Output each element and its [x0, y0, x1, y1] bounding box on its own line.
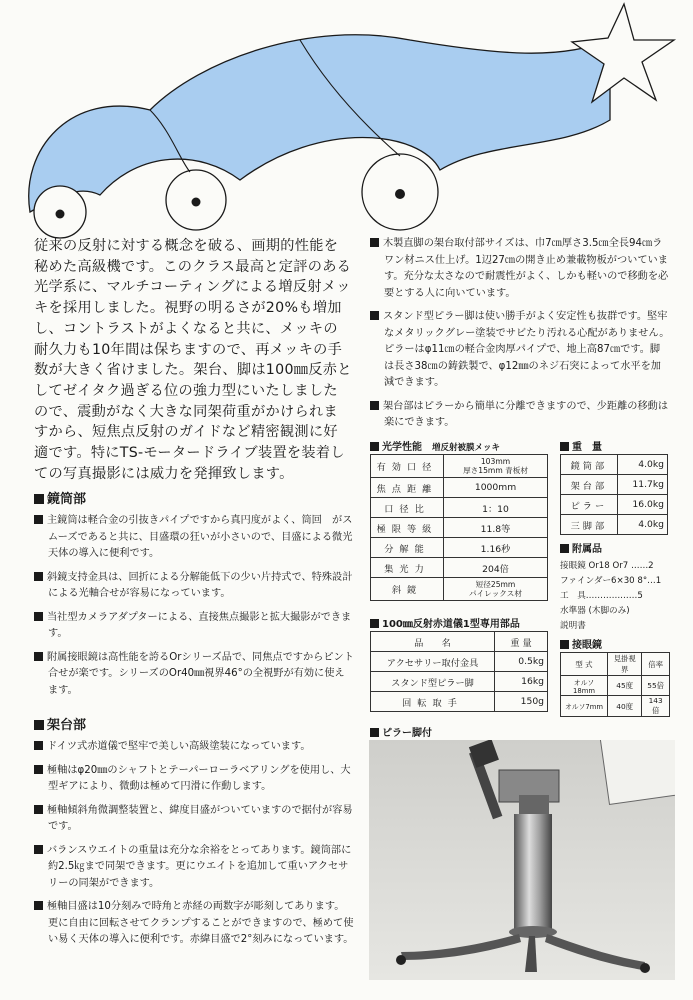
- kyoto-item: 附属接眼鏡は高性能を誇るOrシリーズ品で、同焦点ですからピント合せが楽です。シリーズのOr40㎜視界46°の全視野が有効に使えます。: [34, 650, 354, 700]
- eyepiece-heading: 接眼鏡: [560, 636, 602, 651]
- kyoto-item: 主鏡筒は軽合金の引抜きパイプですから真円度がよく、筒回 がスムーズであると共に、目盛環の狂いが小さいので、目盛による微光天体の導入に便利です。: [34, 513, 354, 563]
- table-row: ピラー 16.0kg: [561, 495, 668, 515]
- intro-paragraph: [34, 236, 352, 484]
- shooting-star-illustration: [0, 0, 693, 240]
- photo-caption: ピラー脚付: [370, 724, 432, 739]
- table-row: 斜鏡 短径25mm パイレックス材: [371, 578, 548, 601]
- kyoto-item: 当社型カメラアダプターによる、直接焦点撮影と拡大撮影ができます。: [34, 610, 354, 643]
- parts-heading: 100㎜反射赤道儀1型専用部品: [370, 615, 520, 630]
- eyepiece-table: [560, 652, 670, 717]
- table-row: スタンド型ピラー脚 16kg: [371, 672, 548, 692]
- list-item: ファインダー6×30 8°…1: [560, 576, 662, 586]
- kadai-item: 極軸はφ20㎜のシャフトとテーパーローラベアリングを使用し、大型ギアにより、微動は極めて円滑に作動します。: [34, 763, 354, 796]
- kadai-item: バランスウエイトの重量は充分な余裕をとってあります。鏡筒部に約2.5㎏まで同架できます。更にウエイトを追加して重いアクセサリーの同架ができます。: [34, 843, 354, 893]
- table-row: オルソ18mm 45度 55倍: [561, 676, 670, 696]
- optics-table: [370, 454, 548, 601]
- table-row: オルソ7mm 40度 143倍: [561, 696, 670, 717]
- kyoto-item: 斜鏡支持金具は、回折による分解能低下の少い片持式で、特殊設計による光軸合せが容易になっています。: [34, 570, 354, 603]
- accessories-block: [560, 540, 680, 634]
- note-item: 架台部はピラーから簡単に分離できますので、少距離の移動は楽にできます。: [370, 399, 670, 432]
- optics-heading: 光学性能 増反射被膜メッキ: [370, 438, 500, 453]
- right-notes: [370, 236, 670, 439]
- accessories-heading: 附属品: [560, 540, 680, 555]
- parts-table: [370, 631, 548, 712]
- weight-table: [560, 454, 668, 535]
- kadai-item: 極軸目盛は10分刻みで時角と赤経の両数字が彫刻してあります。更に自由に回転させてクランプすることができますので、極めて使い易く天体の導入に便利です。赤緯目盛で2°刻みになっています。: [34, 899, 354, 949]
- table-row: 口径比 1：10: [371, 498, 548, 518]
- note-item: 木製直脚の架台取付部サイズは、巾7㎝厚さ3.5㎝全長94㎝ラワン材ニス仕上げ。1辺27㎝の開き止め兼載物板がついています。充分な太さなので耐震性がよく、しかも軽いので移動を必要とする人に向いています。: [370, 236, 670, 302]
- list-item: 接眼鏡 Or18 Or7 ……2: [560, 561, 654, 571]
- kadai-heading: 架台部: [34, 714, 354, 733]
- list-item: 水準器 (木脚のみ): [560, 606, 630, 616]
- table-row: 分解能 1.16秒: [371, 538, 548, 558]
- table-row: 極限等級 11.8等: [371, 518, 548, 538]
- kadai-section: [34, 714, 354, 956]
- table-row: 品 名 重 量: [371, 632, 548, 652]
- table-row: 回転取手 150g: [371, 692, 548, 712]
- kyoto-section: [34, 488, 354, 706]
- table-row: 有効口径 103mm 厚さ15mm 青板材: [371, 455, 548, 478]
- table-row: 集光力 204倍: [371, 558, 548, 578]
- intro-text: 従来の反射に対する概念を破る、画期的性能を秘めた高級機です。このクラス最高と定評のある光学系に、マルチコーティングによる増反射メッキを採用しました。視野の明るさが20%も増加し、コントラストがよくなると共に、メッキの耐久力も10年間は保ちますので、再メッキの手数が大きく省けました。架台、脚は100㎜反赤としてゼイタク過ぎる位の強力型にいたしましたので、震動がなく大きな同架荷重がかけられますから、短焦点反射のガイドなど精密観測に好適です。特にTS-モータードライブ装置を装着しての写真撮影には威力を発揮致します。: [34, 238, 352, 482]
- pillar-stand-photo: [369, 740, 675, 980]
- weight-heading: 重 量: [560, 438, 602, 453]
- table-row: 三脚部 4.0kg: [561, 515, 668, 535]
- list-item: 工 具………………5: [560, 591, 643, 601]
- parts-block: [370, 615, 544, 709]
- kyoto-heading: 鏡筒部: [34, 488, 354, 507]
- optics-block: [370, 438, 528, 598]
- kadai-item: ドイツ式赤道儀で堅牢で美しい高級塗装になっています。: [34, 739, 354, 756]
- list-item: 説明書: [560, 621, 586, 631]
- table-row: 架台部 11.7kg: [561, 475, 668, 495]
- weight-block: [560, 438, 664, 532]
- kadai-item: 極軸傾斜角微調整装置と、緯度目盛がついていますので据付が容易です。: [34, 803, 354, 836]
- note-item: スタンド型ピラー脚は使い勝手がよく安定性も抜群です。堅牢なメタリックグレー塗装でサビたり汚れる心配がありません。ピラーはφ11㎝の軽合金肉厚パイプで、地上高87㎝です。脚は長さ38㎝の鋳鉄製で、φ12㎜のネジ石突によって水平を加減できます。: [370, 309, 670, 392]
- table-row: 鏡筒部 4.0kg: [561, 455, 668, 475]
- table-row: アクセサリー取付金具 0.5kg: [371, 652, 548, 672]
- eyepiece-block: [560, 636, 665, 715]
- table-row: 型 式 見掛視界 倍率: [561, 653, 670, 676]
- star-trail-band: [29, 35, 610, 212]
- optics-subheading: 増反射被膜メッキ: [432, 443, 501, 453]
- table-row: 焦点距離 1000mm: [371, 478, 548, 498]
